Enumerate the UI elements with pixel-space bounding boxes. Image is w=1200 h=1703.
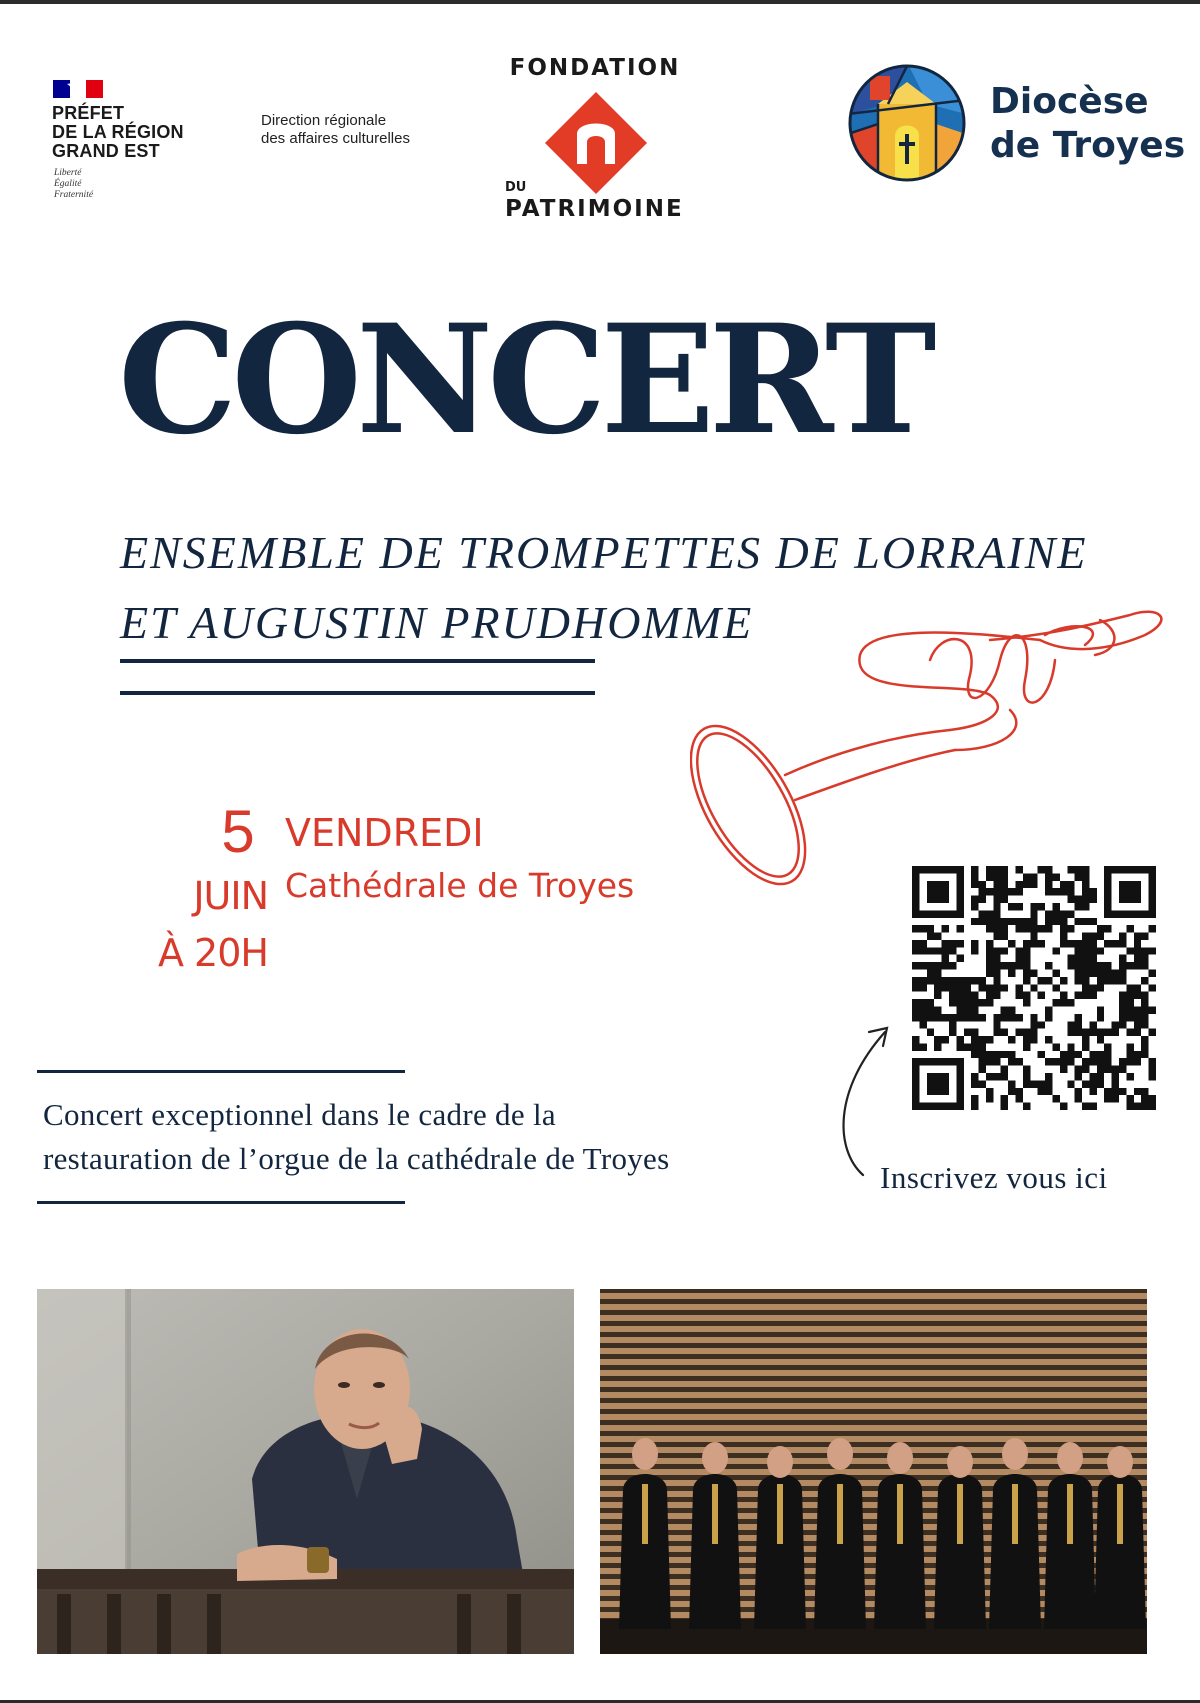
divider <box>37 1201 405 1204</box>
event-description <box>43 1093 823 1181</box>
ensemble-photo <box>600 1289 1147 1654</box>
concert-title: CONCERT <box>118 292 931 468</box>
diocese-name <box>990 80 1190 168</box>
prefet-title <box>52 104 232 161</box>
date-day-number: 5 <box>221 798 255 865</box>
curved-arrow-icon <box>825 1010 905 1180</box>
diocese-name-line-1: Diocèse <box>990 81 1149 122</box>
registration-caption: Inscrivez vous ici <box>880 1160 1108 1195</box>
ensemble-photo-image <box>600 1289 1147 1654</box>
drac-label <box>261 112 461 148</box>
date-time: À 20H <box>157 931 268 975</box>
description-line-1: Concert exceptionnel dans le cadre de la <box>43 1097 556 1132</box>
prefet-title-line-3: GRAND EST <box>52 141 160 161</box>
description-line-2: restauration de l’orgue de la cathédrale de Troyes <box>43 1141 670 1176</box>
motto-line-3: Fraternité <box>54 190 94 200</box>
qr-finder-pattern <box>1104 866 1156 918</box>
prefet-motto <box>54 168 154 201</box>
divider <box>37 1070 405 1073</box>
venue: Cathédrale de Troyes <box>285 866 635 905</box>
organist-photo <box>37 1289 574 1654</box>
divider <box>120 659 595 663</box>
qr-finder-pattern <box>912 866 964 918</box>
weekday: VENDREDI <box>285 811 484 855</box>
motto-line-2: Égalité <box>54 179 82 189</box>
fondation-logo-icon <box>543 90 649 196</box>
qr-finder-pattern <box>912 1058 964 1110</box>
subtitle-line-2: ET AUGUSTIN PRUDHOMME <box>120 597 754 648</box>
diocese-name-line-2: de Troyes <box>990 125 1186 166</box>
divider <box>120 691 595 695</box>
fondation-title: FONDATION <box>509 55 681 81</box>
prefet-title-line-1: PRÉFET <box>52 103 125 123</box>
drac-line-2: des affaires culturelles <box>261 130 410 147</box>
prefet-title-line-2: DE LA RÉGION <box>52 122 184 142</box>
fondation-du: DU <box>505 180 527 195</box>
organist-photo-image <box>37 1289 574 1654</box>
diocese-logo-icon <box>848 64 966 182</box>
date-month: JUIN <box>193 874 268 918</box>
qr-code-icon[interactable] <box>912 866 1156 1110</box>
marianne-flag-icon <box>53 80 103 98</box>
motto-line-1: Liberté <box>54 168 82 178</box>
fondation-patrimoine: PATRIMOINE <box>505 196 684 222</box>
drac-line-1: Direction régionale <box>261 112 387 129</box>
subtitle-line-1: ENSEMBLE DE TROMPETTES DE LORRAINE <box>120 527 1088 578</box>
